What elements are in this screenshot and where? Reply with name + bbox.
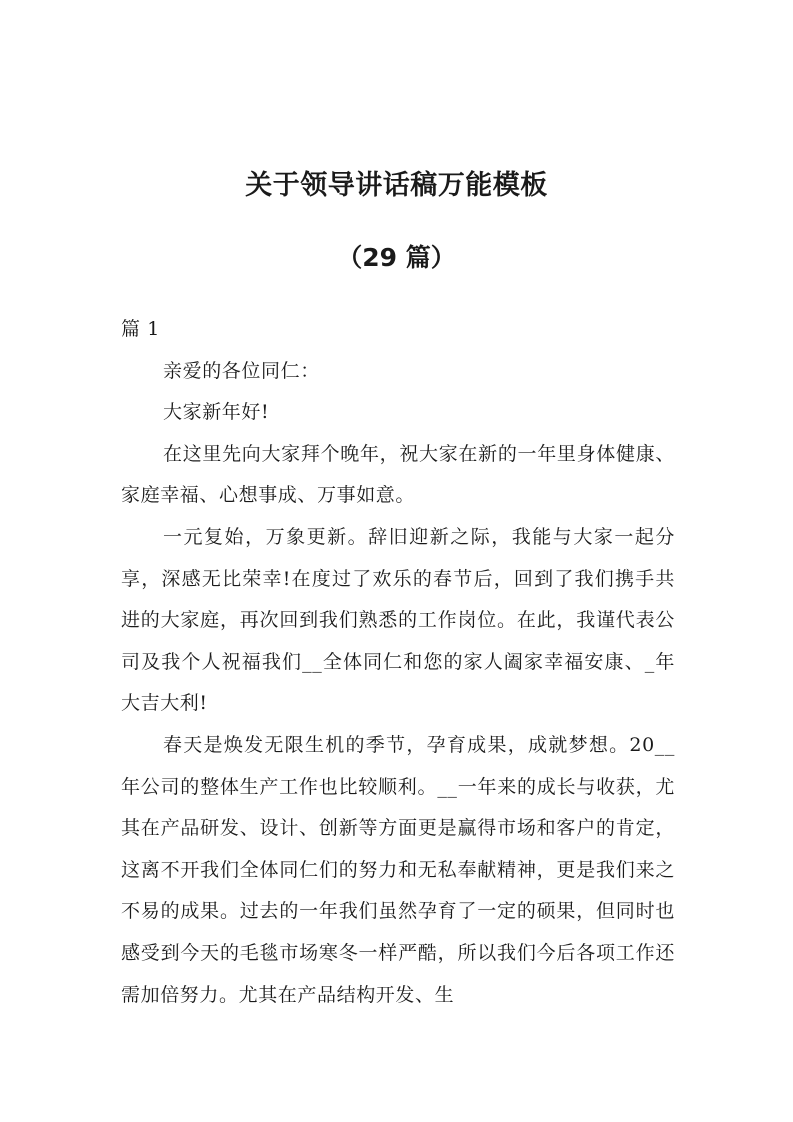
document-title: 关于领导讲话稿万能模板 xyxy=(245,170,548,201)
body-paragraph: 一元复始，万象更新。辞旧迎新之际，我能与大家一起分享，深感无比荣幸!在度过了欢乐的春节后，回到了我们携手共进的大家庭，再次回到我们熟悉的工作岗位。在此，我谨代表公司及我个人祝福我们__全体同仁和您的家人阖家幸福安康、_年大吉大利! xyxy=(121,525,675,715)
document-subtitle: （29 篇） xyxy=(337,243,456,272)
section-label: 篇 1 xyxy=(121,318,160,340)
body-paragraph: 春天是焕发无限生机的季节，孕育成果，成就梦想。20__年公司的整体生产工作也比较顺利。__一年来的成长与收获，尤其在产品研发、设计、创新等方面更是赢得市场和客户的肯定，这离不开我们全体同仁们的努力和无私奉献精神，更是我们来之不易的成果。过去的一年我们虽然孕育了一定的硕果，但同时也感受到今天的毛毯市场寒冬一样严酷，所以我们今后各项工作还需加倍努力。尤其在产品结构开发、生 xyxy=(121,733,675,1006)
greeting-paragraph: 亲爱的各位同仁： xyxy=(163,359,320,382)
body-paragraph: 在这里先向大家拜个晚年，祝大家在新的一年里身体健康、家庭幸福、心想事成、万事如意。 xyxy=(121,442,675,507)
new-year-greeting-paragraph: 大家新年好! xyxy=(163,401,270,424)
document-body xyxy=(121,309,675,1016)
